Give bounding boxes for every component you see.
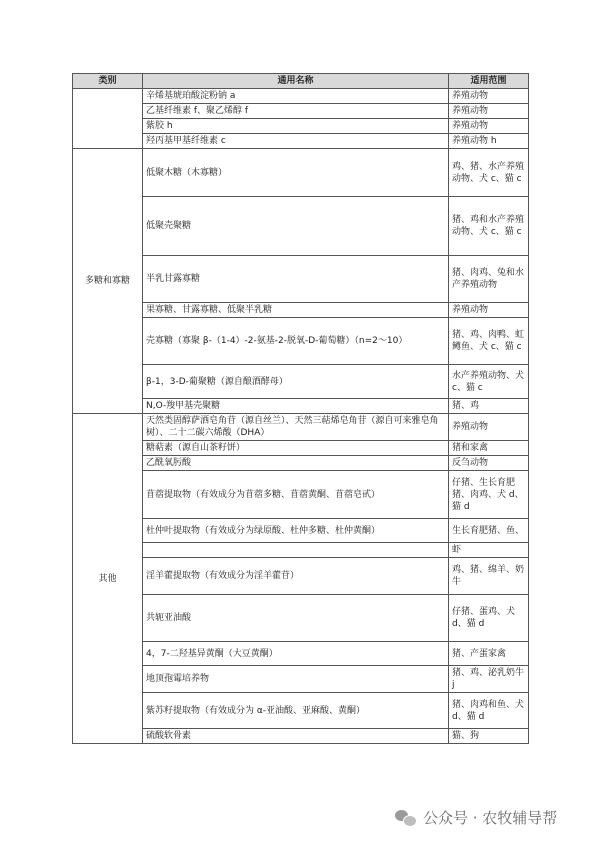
wechat-icon bbox=[395, 809, 417, 827]
name-cell: 糖萜素（源自山茶籽饼） bbox=[143, 441, 449, 456]
scope-cell: 养殖动物 bbox=[449, 104, 529, 119]
name-cell bbox=[143, 543, 449, 558]
name-cell: 硫酸软骨素 bbox=[143, 729, 449, 744]
scope-cell: 猪、鸡、肉鸭、虹鳟鱼、犬 c、猫 c bbox=[449, 318, 529, 365]
header-common-name: 通用名称 bbox=[143, 74, 449, 89]
scope-cell: 生长育肥猪、鱼、 bbox=[449, 519, 529, 543]
name-cell: 天然类固醇萨洒皂角苷（源自丝兰）、天然三萜烯皂角苷（源自可来雅皂角树）、二十二碳六烯酸（DHA） bbox=[143, 414, 449, 441]
scope-cell: 猫、狗 bbox=[449, 729, 529, 744]
name-cell: 低聚壳聚糖 bbox=[143, 197, 449, 256]
table-row bbox=[73, 89, 529, 104]
name-cell: 羟丙基甲基纤维素 c bbox=[143, 134, 449, 149]
scope-cell: 养殖动物 bbox=[449, 119, 529, 134]
name-cell: 半乳甘露寡糖 bbox=[143, 256, 449, 303]
name-cell: 乙酰氧肟酸 bbox=[143, 456, 449, 471]
scope-cell: 猪、肉鸡、兔和水产养殖动物 bbox=[449, 256, 529, 303]
scope-cell: 鸡、猪、绵羊、奶牛 bbox=[449, 558, 529, 595]
additive-table bbox=[72, 73, 529, 744]
table-header-row bbox=[73, 74, 529, 89]
name-cell: 淫羊藿提取物（有效成分为淫羊藿苷） bbox=[143, 558, 449, 595]
scope-cell: 仔猪、生长育肥猪、肉鸡、犬 d、猫 d bbox=[449, 471, 529, 519]
category-cell: 其他 bbox=[73, 414, 143, 744]
name-cell: 紫苏籽提取物（有效成分为 α-亚油酸、亚麻酸、黄酮） bbox=[143, 693, 449, 729]
scope-cell: 鸡、猪、水产养殖动物、犬 c、猫 c bbox=[449, 149, 529, 197]
header-scope: 适用范围 bbox=[449, 74, 529, 89]
name-cell: 苜蓿提取物（有效成分为苜蓿多糖、苜蓿黄酮、苜蓿皂甙） bbox=[143, 471, 449, 519]
scope-cell: 猪、肉鸡和鱼、犬 d、猫 d bbox=[449, 693, 529, 729]
header-category: 类别 bbox=[73, 74, 143, 89]
watermark-text: 公众号 · 农牧辅导帮 bbox=[423, 809, 558, 827]
category-cell bbox=[73, 89, 143, 149]
name-cell: 杜仲叶提取物（有效成分为绿原酸、杜仲多糖、杜仲黄酮） bbox=[143, 519, 449, 543]
scope-cell: 养殖动物 h bbox=[449, 134, 529, 149]
scope-cell: 养殖动物 bbox=[449, 89, 529, 104]
name-cell: 地顶孢霉培养物 bbox=[143, 666, 449, 693]
scope-cell: 猪、产蛋家禽 bbox=[449, 642, 529, 666]
scope-cell: 水产养殖动物、犬 c、猫 c bbox=[449, 365, 529, 399]
scope-cell: 仔猪、蛋鸡、犬 d、猫 d bbox=[449, 595, 529, 642]
name-cell: 紫胶 h bbox=[143, 119, 449, 134]
name-cell: 果寡糖、甘露寡糖、低聚半乳糖 bbox=[143, 303, 449, 318]
scope-cell: 猪、鸡、泌乳奶牛 j bbox=[449, 666, 529, 693]
name-cell: 4，7-二羟基异黄酮（大豆黄酮） bbox=[143, 642, 449, 666]
name-cell: N,O-羧甲基壳聚糖 bbox=[143, 399, 449, 414]
category-cell: 多糖和寡糖 bbox=[73, 149, 143, 414]
name-cell: 壳寡糖（寡聚 β-（1-4）-2-氨基-2-脱氧-D-葡萄糖）（n=2～10） bbox=[143, 318, 449, 365]
scope-cell: 养殖动物 bbox=[449, 303, 529, 318]
table-row bbox=[73, 414, 529, 441]
scope-cell: 猪、鸡 bbox=[449, 399, 529, 414]
scope-cell: 反刍动物 bbox=[449, 456, 529, 471]
name-cell: 共轭亚油酸 bbox=[143, 595, 449, 642]
scope-cell: 猪、鸡和水产养殖动物、犬 c、猫 c bbox=[449, 197, 529, 256]
scope-cell: 虾 bbox=[449, 543, 529, 558]
name-cell: 乙基纤维素 f、聚乙烯醇 f bbox=[143, 104, 449, 119]
name-cell: 辛烯基琥珀酸淀粉钠 a bbox=[143, 89, 449, 104]
table-row bbox=[73, 149, 529, 197]
scope-cell: 养殖动物 bbox=[449, 414, 529, 441]
name-cell: 低聚木糖（木寡糖） bbox=[143, 149, 449, 197]
name-cell: β-1，3-D-葡聚糖（源自酿酒酵母） bbox=[143, 365, 449, 399]
watermark bbox=[395, 807, 557, 828]
scope-cell: 猪和家禽 bbox=[449, 441, 529, 456]
